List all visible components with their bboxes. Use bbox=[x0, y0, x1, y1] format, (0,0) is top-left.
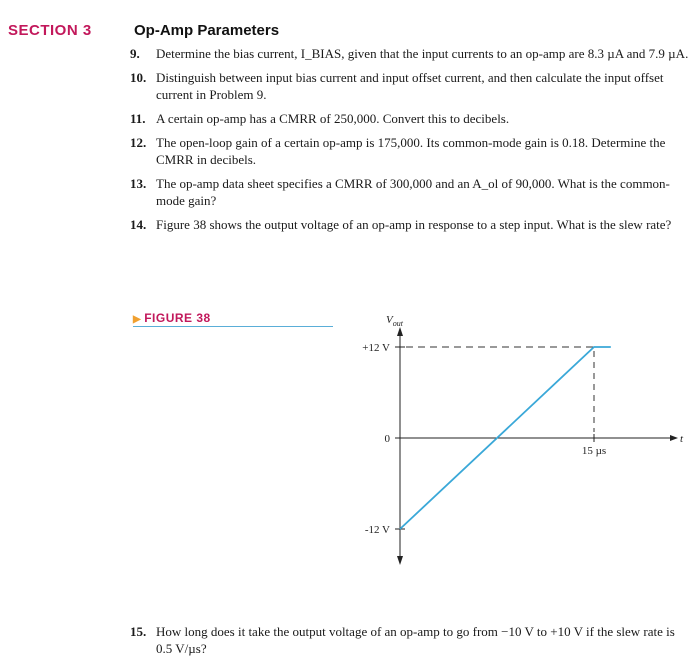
problem-number: 15. bbox=[130, 624, 147, 639]
problem-text: How long does it take the output voltage of an op-amp to go from −10 V to +10 V if the slew rate is 0.5 V/µs? bbox=[156, 624, 675, 656]
section-number: SECTION 3 bbox=[8, 22, 92, 39]
problem-text: Distinguish between input bias current and input offset current, and then calculate the input offset current in Problem 9. bbox=[156, 70, 664, 102]
x-tick-label: 15 µs bbox=[581, 445, 607, 457]
x-axis-label: t bbox=[680, 433, 684, 445]
problem-15 bbox=[130, 623, 690, 657]
problem-text: The op-amp data sheet specifies a CMRR of 300,000 and an A_ol of 90,000. What is the common-mode gain? bbox=[156, 176, 670, 208]
section-title: Op-Amp Parameters bbox=[134, 22, 280, 39]
problem-number: 9. bbox=[130, 46, 140, 61]
problem-number: 13. bbox=[130, 176, 147, 191]
problem-number: 10. bbox=[130, 70, 147, 85]
y-axis-label-subscript: out bbox=[392, 319, 403, 328]
y-tick-label: 0 bbox=[384, 433, 390, 445]
y-axis-label: $V_{out}$ bbox=[386, 314, 403, 328]
problem-text: Figure 38 shows the output voltage of an op-amp in response to a step input. What is the slew rate? bbox=[156, 217, 672, 232]
problem-text: A certain op-amp has a CMRR of 250,000. Convert this to decibels. bbox=[156, 111, 510, 126]
y-axis-arrow bbox=[397, 327, 403, 336]
figure-label-text: FIGURE 38 bbox=[144, 311, 211, 325]
problem-number: 11. bbox=[130, 111, 146, 126]
problem-text: Determine the bias current, I_BIAS, given that the input currents to an op-amp are 8.3 µA and 7.9 µA. bbox=[156, 46, 689, 61]
x-axis-arrow bbox=[670, 435, 678, 441]
y-tick-label: +12 V bbox=[362, 342, 390, 354]
y-axis-down-arrow bbox=[397, 556, 403, 565]
triangle-arrow-icon: ▶ bbox=[133, 314, 142, 325]
problem-text: The open-loop gain of a certain op-amp is 175,000. Its common-mode gain is 0.18. Determine the CMRR in decibels. bbox=[156, 135, 666, 167]
plot-root bbox=[362, 314, 684, 565]
y-tick-label: -12 V bbox=[364, 524, 390, 536]
problem-number: 12. bbox=[130, 135, 147, 150]
problem-number: 14. bbox=[130, 217, 147, 232]
